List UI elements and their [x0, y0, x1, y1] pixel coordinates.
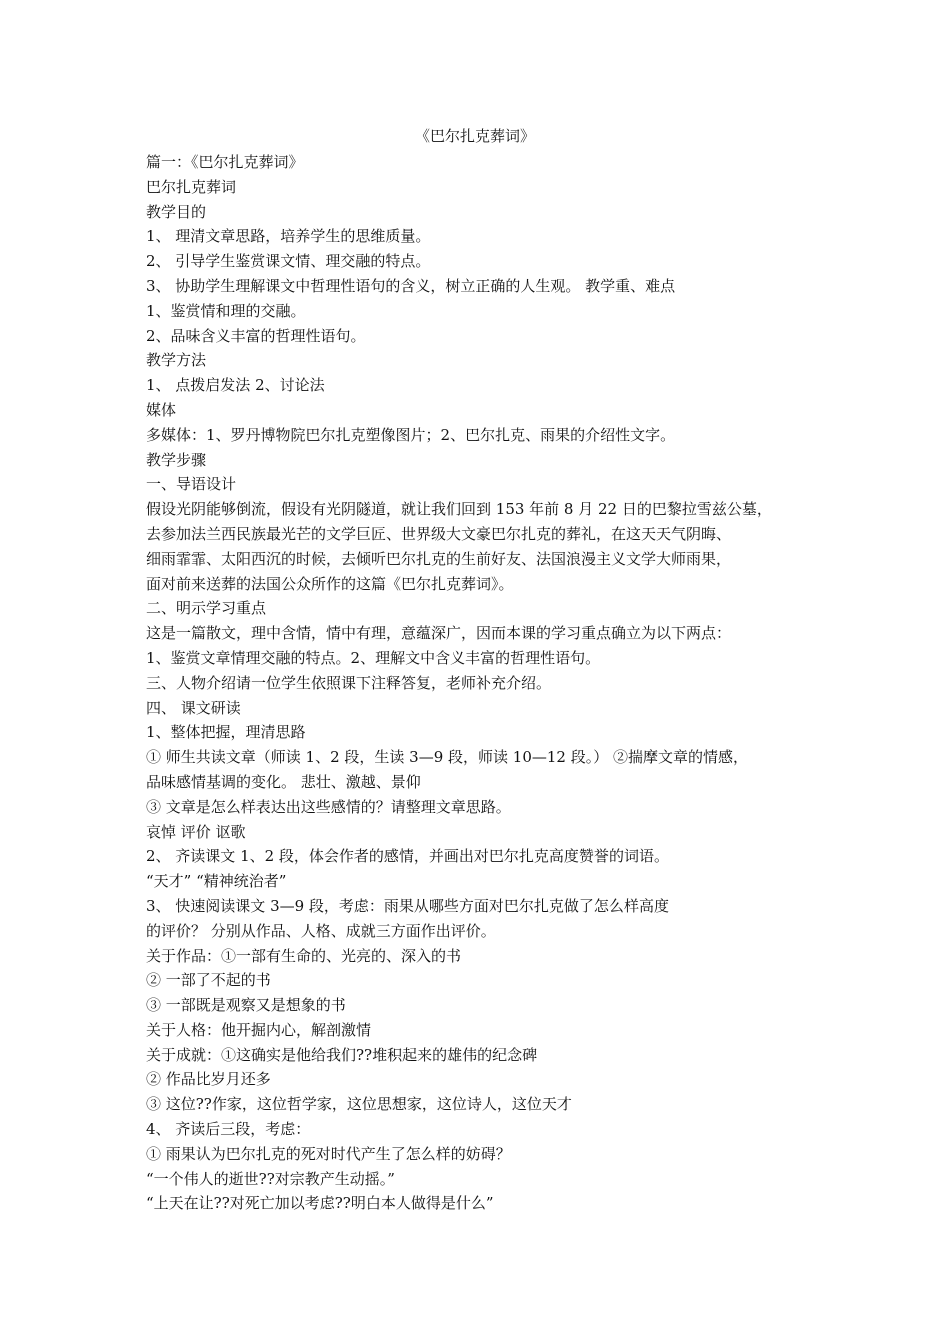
text-line: 4、 齐读后三段，考虑： — [146, 1120, 311, 1139]
text-line: 1、鉴赏情和理的交融。 — [146, 301, 306, 320]
text-line: 教学步骤 — [146, 450, 207, 469]
text-line: ③ 文章是怎么样表达出这些感情的？请整理文章思路。 — [146, 797, 511, 816]
text-line: 面对前来送葬的法国公众所作的这篇《巴尔扎克葬词》。 — [146, 574, 514, 593]
text-line: 品味感情基调的变化。 悲壮、激越、景仰 — [146, 772, 421, 791]
text-line: ① 雨果认为巴尔扎克的死对时代产生了怎么样的妨碍？ — [146, 1144, 511, 1163]
text-line: 关于人格：他开掘内心，解剖激情 — [146, 1020, 372, 1039]
document-body — [146, 150, 826, 1216]
text-line: 巴尔扎克葬词 — [146, 177, 237, 196]
text-line: 去参加法兰西民族最光芒的文学巨匠、世界级大文豪巴尔扎克的葬礼，在这天天气阴晦、 — [146, 524, 732, 543]
text-line: 2、品味含义丰富的哲理性语句。 — [146, 326, 366, 345]
text-line: 教学目的 — [146, 202, 207, 221]
text-line: ③ 一部既是观察又是想象的书 — [146, 996, 346, 1015]
text-line: 1、 理清文章思路，培养学生的思维质量。 — [146, 227, 431, 246]
text-line: 1、鉴赏文章情理交融的特点。2、理解文中含义丰富的哲理性语句。 — [146, 648, 601, 667]
text-line: 1、 点拨启发法 2、讨论法 — [146, 376, 325, 395]
document-title: 《巴尔扎克葬词》 — [414, 127, 535, 145]
text-line: 教学方法 — [146, 351, 207, 370]
text-line: “天才” “精神统治者” — [146, 872, 287, 891]
text-line: 假设光阴能够倒流，假设有光阴隧道，就让我们回到 153 年前 8 月 22 日的巴黎拉雪兹公墓， — [146, 500, 772, 519]
text-line: ① 师生共读文章（师读 1、2 段，生读 3—9 段，师读 10—12 段。） ②揣摩文章的情感， — [146, 748, 748, 767]
text-line: 3、 快速阅读课文 3—9 段，考虑：雨果从哪些方面对巴尔扎克做了怎么样高度 — [146, 896, 669, 915]
text-line: ② 作品比岁月还多 — [146, 1070, 271, 1089]
text-line: 2、 引导学生鉴赏课文情、理交融的特点。 — [146, 252, 431, 271]
text-line: 三、人物介绍请一位学生依照课下注释答复，老师补充介绍。 — [146, 673, 552, 692]
text-line: 细雨霏霏、太阳西沉的时候，去倾听巴尔扎克的生前好友、法国浪漫主义文学大师雨果， — [146, 549, 732, 568]
text-line: 哀悼 评价 讴歌 — [146, 822, 246, 841]
text-line: 3、 协助学生理解课文中哲理性语句的含义，树立正确的人生观。 教学重、难点 — [146, 276, 676, 295]
text-line: 一、导语设计 — [146, 475, 237, 494]
text-line: ② 一部了不起的书 — [146, 971, 271, 990]
text-line: 媒体 — [146, 400, 177, 419]
text-line: 的评价？ 分别从作品、人格、成就三方面作出评价。 — [146, 921, 496, 940]
text-line: 二、明示学习重点 — [146, 599, 267, 618]
text-line: 关于作品：①一部有生命的、光亮的、深入的书 — [146, 946, 462, 965]
text-line: “上天在让??对死亡加以考虑??明白本人做得是什么” — [146, 1194, 494, 1213]
text-line: 1、整体把握，理清思路 — [146, 723, 306, 742]
text-line: 篇一：《巴尔扎克葬词》 — [146, 153, 304, 171]
text-line: “一个伟人的逝世??对宗教产生动摇。” — [146, 1169, 395, 1188]
text-line: 多媒体：1、罗丹博物院巴尔扎克塑像图片；2、巴尔扎克、雨果的介绍性文字。 — [146, 425, 676, 444]
text-line: ③ 这位??作家，这位哲学家，这位思想家，这位诗人，这位天才 — [146, 1095, 572, 1114]
text-line: 2、 齐读课文 1、2 段，体会作者的感情，并画出对巴尔扎克高度赞誉的词语。 — [146, 847, 669, 866]
text-line: 关于成就：①这确实是他给我们??堆积起来的雄伟的纪念碑 — [146, 1045, 538, 1064]
text-line: 四、 课文研读 — [146, 698, 241, 717]
text-line: 这是一篇散文，理中含情，情中有理，意蕴深广，因而本课的学习重点确立为以下两点： — [146, 624, 732, 643]
